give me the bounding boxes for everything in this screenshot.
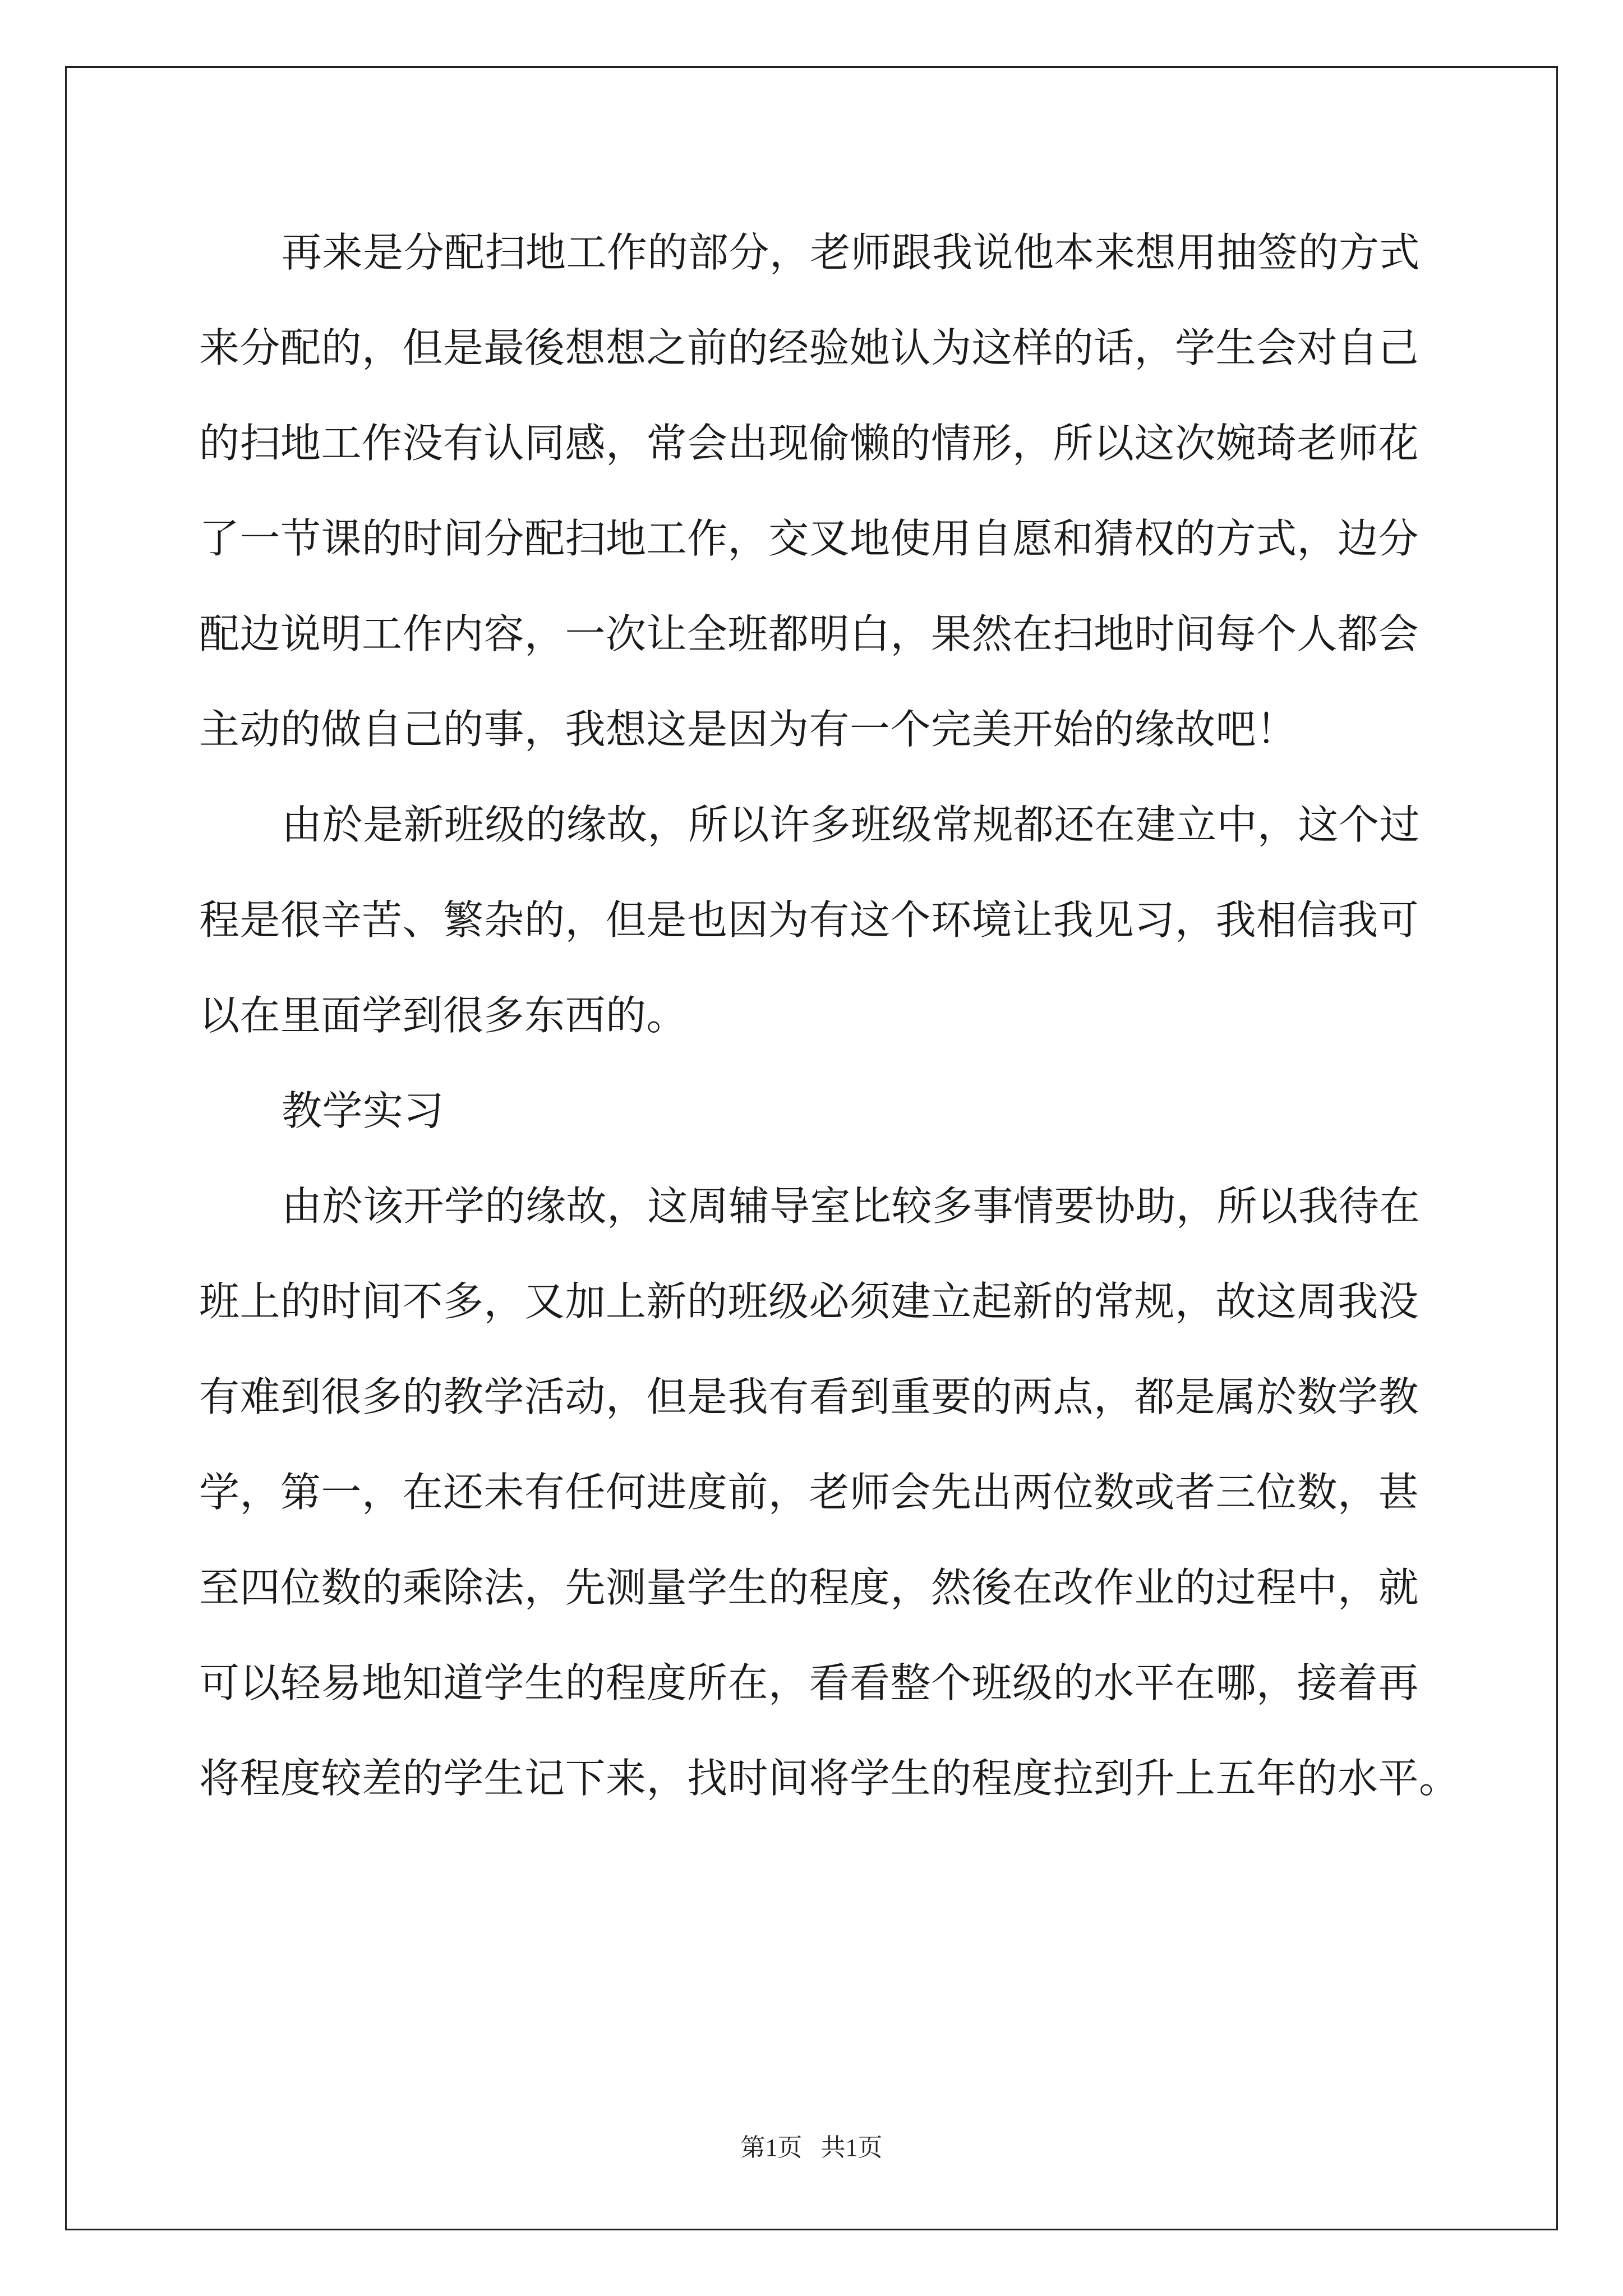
page-footer: 第1页 共1页 [740, 2134, 883, 2161]
paragraph-line: 了一节课的时间分配扫地工作，交叉地使用自愿和猜权的方式，边分 [199, 515, 1419, 562]
document-body [199, 222, 1460, 1843]
paragraph-line: 将程度较差的学生记下来，找时间将学生的程度拉到升上五年的水平。 [199, 1755, 1460, 1802]
paragraph-line: 以在里面学到很多东西的。 [199, 992, 688, 1039]
paragraph-line: 由於是新班级的缘故，所以许多班级常规都还在建立中，这个过 [282, 801, 1421, 848]
paragraph-line: 班上的时间不多，又加上新的班级必须建立起新的常规，故这周我没 [199, 1278, 1419, 1325]
paragraph-line: 主动的做自己的事，我想这是因为有一个完美开始的缘故吧！ [199, 706, 1297, 753]
paragraph-line: 由於该开学的缘故，这周辅导室比较多事情要协助，所以我待在 [282, 1182, 1421, 1230]
paragraph-line: 可以轻易地知道学生的程度所在，看看整个班级的水平在哪，接着再 [199, 1659, 1419, 1706]
paragraph-line: 再来是分配扫地工作的部分，老师跟我说他本来想用抽签的方式 [282, 229, 1421, 276]
paragraph-line: 来分配的，但是最後想想之前的经验她认为这样的话，学生会对自己 [199, 324, 1419, 371]
paragraph-line: 至四位数的乘除法，先测量学生的程度，然後在改作业的过程中，就 [199, 1564, 1419, 1611]
paragraph-line: 有难到很多的教学活动，但是我有看到重要的两点，都是属於数学教 [199, 1373, 1419, 1420]
section-heading: 教学实习 [282, 1087, 445, 1134]
paragraph-line: 学，第一，在还未有任何进度前，老师会先出两位数或者三位数，甚 [199, 1469, 1419, 1516]
paragraph-line: 的扫地工作没有认同感，常会出现偷懒的情形，所以这次婉琦老师花 [199, 420, 1419, 467]
paragraph-line: 程是很辛苦、繁杂的，但是也因为有这个环境让我见习，我相信我可 [199, 896, 1419, 944]
paragraph-line: 配边说明工作内容，一次让全班都明白，果然在扫地时间每个人都会 [199, 610, 1419, 657]
